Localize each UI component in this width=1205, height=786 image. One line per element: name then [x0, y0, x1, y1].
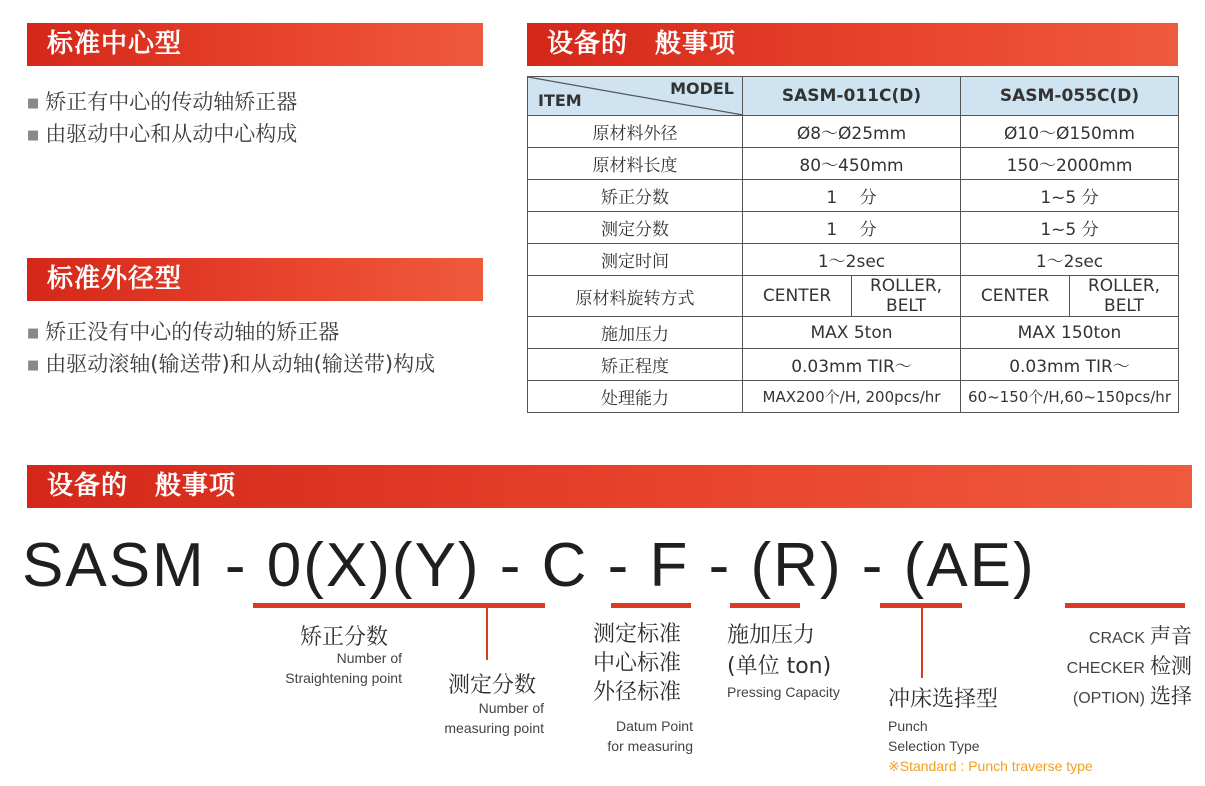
cell-value: 80～450mm [743, 148, 961, 180]
punch-cn: 冲床选择型 [888, 687, 999, 712]
pressing-en: Pressing Capacity [727, 684, 840, 700]
list-item: ■ 由驱动滚轴(输送带)和从动轴(输送带)构成 [27, 350, 435, 382]
measuring-cn: 测定分数 [448, 673, 537, 698]
cell-value: 0.03mm TIR～ [961, 349, 1179, 381]
measuring-en: Number of measuring point [444, 700, 544, 736]
section-standard-outer-header [27, 258, 483, 301]
table-row [528, 180, 1179, 212]
section-title: 标准中心型 [47, 29, 183, 59]
table-header-row [528, 77, 1179, 116]
row-label: 原材料外径 [528, 116, 743, 148]
model-code-section-header [27, 465, 1192, 508]
cell-sub-value: CENTER [743, 276, 852, 316]
underline-f [730, 603, 800, 608]
datum-cn: 测定标准 中心标准 外径标准 [593, 622, 682, 705]
punch-note: ※Standard : Punch traverse type [888, 758, 1093, 774]
row-label: 测定时间 [528, 244, 743, 276]
standard-center-bullets [27, 88, 297, 152]
cell-value: MAX 150ton [961, 317, 1179, 349]
table-row [528, 317, 1179, 349]
list-item: ■ 矫正没有中心的传动轴的矫正器 [27, 318, 435, 350]
underline-xy [253, 603, 545, 608]
straightening-en: Number of Straightening point [285, 650, 402, 686]
header-item: ITEM [538, 91, 582, 110]
connector-y [486, 608, 488, 660]
row-label: 施加压力 [528, 317, 743, 349]
cell-value: 1～2sec [743, 244, 961, 276]
table-row [528, 276, 1179, 317]
section-title: 设备的 般事项 [47, 471, 237, 501]
cell-value-split [961, 276, 1179, 317]
cell-sub-value: CENTER [961, 276, 1070, 316]
table-row [528, 381, 1179, 413]
cell-value: MAX 5ton [743, 317, 961, 349]
row-label: 测定分数 [528, 212, 743, 244]
cell-value: 1～2sec [961, 244, 1179, 276]
header-model: MODEL [670, 79, 734, 98]
cell-value: Ø8～Ø25mm [743, 116, 961, 148]
connector-r [921, 608, 923, 678]
table-row [528, 212, 1179, 244]
row-label: 原材料长度 [528, 148, 743, 180]
list-item: ■ 矫正有中心的传动轴矫正器 [27, 88, 297, 120]
cell-value: 0.03mm TIR～ [743, 349, 961, 381]
cell-value: 1 分 [743, 180, 961, 212]
spec-section-header [527, 23, 1178, 66]
cell-value: Ø10～Ø150mm [961, 116, 1179, 148]
straightening-cn: 矫正分数 [300, 625, 389, 650]
model-header-1: SASM-011C(D) [743, 77, 961, 116]
cell-sub-value: ROLLER, BELT [1087, 276, 1161, 316]
list-item: ■ 由驱动中心和从动中心构成 [27, 120, 297, 152]
section-standard-center-header [27, 23, 483, 66]
table-row [528, 116, 1179, 148]
item-model-header [528, 77, 743, 116]
row-label: 矫正程度 [528, 349, 743, 381]
pressing-cn: 施加压力 (单位 ton) [727, 623, 832, 679]
table-row [528, 349, 1179, 381]
section-title: 标准外径型 [47, 264, 183, 294]
cell-value: 150～2000mm [961, 148, 1179, 180]
cell-value-split [743, 276, 961, 317]
model-header-2: SASM-055C(D) [961, 77, 1179, 116]
underline-ae [1065, 603, 1185, 608]
row-label: 矫正分数 [528, 180, 743, 212]
table-row [528, 244, 1179, 276]
cell-sub-value: ROLLER, BELT [869, 276, 943, 316]
cell-value: 60~150个/H,60~150pcs/hr [961, 381, 1179, 413]
cell-value: MAX200个/H, 200pcs/hr [743, 381, 961, 413]
spec-table [527, 76, 1179, 413]
crack-checker-label: CRACK 声音 CHECKER 检测 (OPTION) 选择 [1066, 624, 1192, 708]
table-row [528, 148, 1179, 180]
row-label: 处理能力 [528, 381, 743, 413]
standard-outer-bullets [27, 318, 435, 382]
model-code: SASM - 0(X)(Y) - C - F - (R) - (AE) [22, 531, 1036, 600]
row-label: 原材料旋转方式 [528, 276, 743, 317]
cell-value: 1~5 分 [961, 212, 1179, 244]
cell-value: 1~5 分 [961, 180, 1179, 212]
cell-value: 1 分 [743, 212, 961, 244]
datum-en: Datum Point for measuring [607, 718, 693, 754]
punch-en: Punch Selection Type ※Standard : Punch traverse type [888, 718, 1093, 774]
section-title: 设备的 般事项 [547, 29, 737, 59]
underline-c [611, 603, 691, 608]
